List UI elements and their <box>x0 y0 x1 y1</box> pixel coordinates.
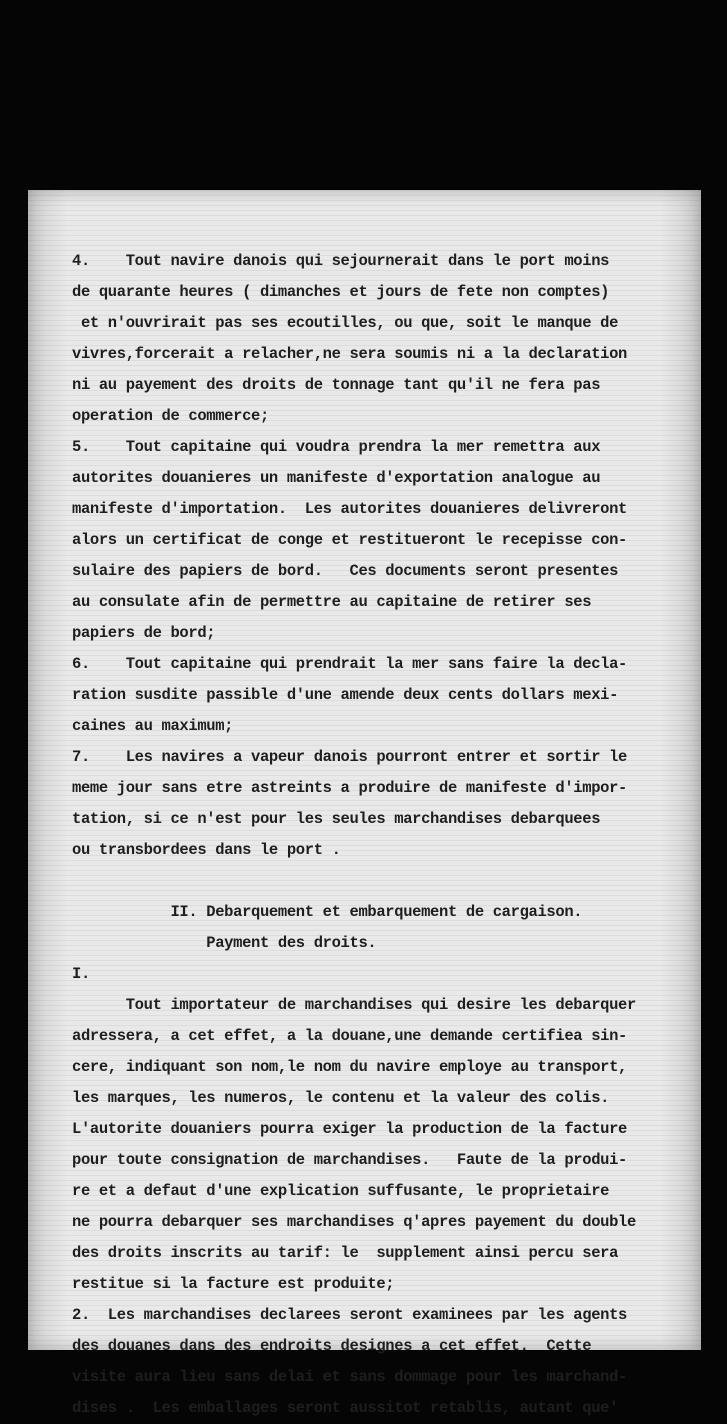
text-line: operation de commerce; <box>72 407 269 425</box>
text-line: visite aura lieu sans delai et sans dommage pour les marchand- <box>72 1368 627 1386</box>
text-line: alors un certificat de conge et restitueront le recepisse con- <box>72 531 627 549</box>
document-body <box>72 246 672 1424</box>
text-line: dises . Les emballages seront aussitot retablis, autant que' <box>72 1399 619 1417</box>
text-line: papiers de bord; <box>72 624 216 642</box>
blank-line <box>72 866 672 897</box>
text-line: les marques, les numeros, le contenu et la valeur des colis. <box>72 1089 610 1107</box>
text-line: 6. Tout capitaine qui prendrait la mer sans faire la decla- <box>72 655 627 673</box>
text-line: sulaire des papiers de bord. Ces documents seront presentes <box>72 562 619 580</box>
text-line: ration susdite passible d'une amende deux cents dollars mexi- <box>72 686 619 704</box>
text-line: ne pourra debarquer ses marchandises q'apres payement du double <box>72 1213 636 1231</box>
text-line: re et a defaut d'une explication suffusante, le proprietaire <box>72 1182 610 1200</box>
text-line: I. <box>72 965 90 983</box>
text-line: 4. Tout navire danois qui sejournerait dans le port moins <box>72 252 610 270</box>
text-line: manifeste d'importation. Les autorites douanieres delivreront <box>72 500 627 518</box>
text-line: des douanes dans des endroits designes a cet effet. Cette <box>72 1337 592 1355</box>
section-subheading: Payment des droits. <box>72 934 377 952</box>
text-line: 5. Tout capitaine qui voudra prendra la mer remettra aux <box>72 438 601 456</box>
text-line: au consulate afin de permettre au capitaine de retirer ses <box>72 593 592 611</box>
text-line: ni au payement des droits de tonnage tant qu'il ne fera pas <box>72 376 601 394</box>
text-line: tation, si ce n'est pour les seules marchandises debarquees <box>72 810 601 828</box>
text-line: adressera, a cet effet, a la douane,une demande certifiea sin- <box>72 1027 627 1045</box>
text-line: de quarante heures ( dimanches et jours de fete non comptes) <box>72 283 610 301</box>
section-heading: II. Debarquement et embarquement de cargaison. <box>72 903 583 921</box>
text-line: cere, indiquant son nom,le nom du navire employe au transport, <box>72 1058 627 1076</box>
text-line: pour toute consignation de marchandises. Faute de la produi- <box>72 1151 627 1169</box>
text-line: ou transbordees dans le port . <box>72 841 341 859</box>
text-line: autorites douanieres un manifeste d'exportation analogue au <box>72 469 601 487</box>
text-line: meme jour sans etre astreints a produire de manifeste d'impor- <box>72 779 627 797</box>
text-line: Tout importateur de marchandises qui desire les debarquer <box>72 996 636 1014</box>
text-line: vivres,forcerait a relacher,ne sera soumis ni a la declaration <box>72 345 627 363</box>
text-line: des droits inscrits au tarif: le supplement ainsi percu sera <box>72 1244 619 1262</box>
text-line: 2. Les marchandises declarees seront examinees par les agents <box>72 1306 627 1324</box>
text-line: 7. Les navires a vapeur danois pourront entrer et sortir le <box>72 748 627 766</box>
text-line: caines au maximum; <box>72 717 234 735</box>
text-line: restitue si la facture est produite; <box>72 1275 395 1293</box>
text-line: L'autorite douaniers pourra exiger la production de la facture <box>72 1120 627 1138</box>
text-line: et n'ouvrirait pas ses ecoutilles, ou que, soit le manque de <box>72 314 619 332</box>
